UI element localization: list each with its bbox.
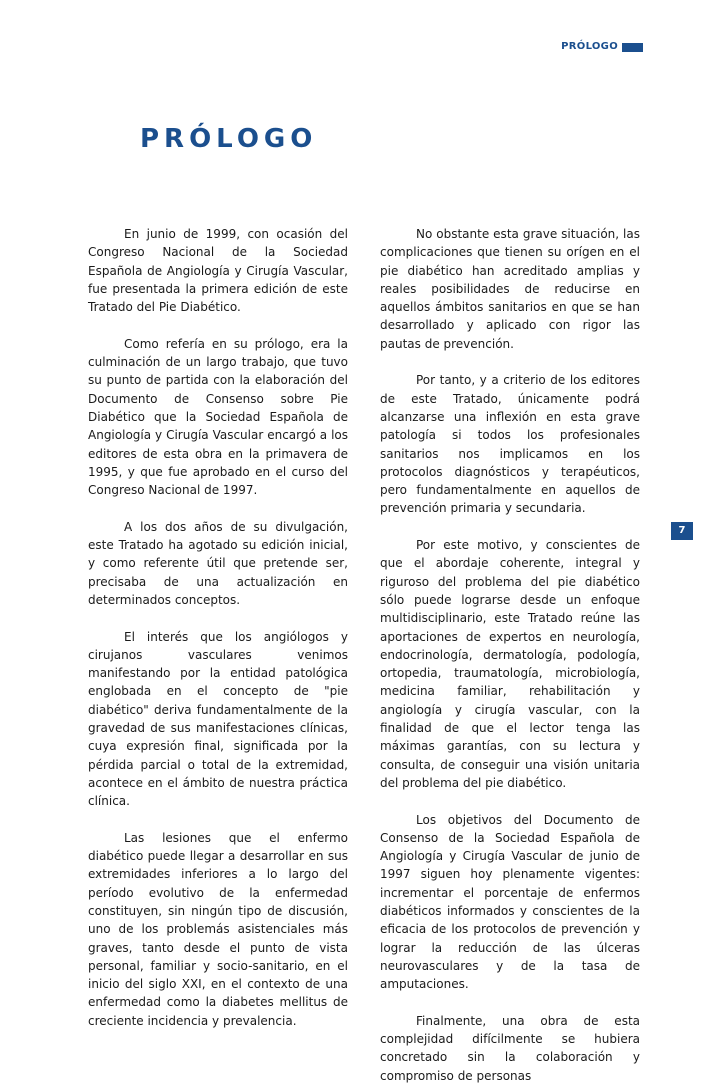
running-header-title: PRÓLOGO (561, 41, 618, 52)
page-number-tab: 7 (671, 522, 693, 540)
paragraph: Las lesiones que el enfermo diabético puede llegar a desarrollar en sus extremidades inferiores a lo largo del período evolutivo de la enfermedad constituyen, sin ningún tipo de discusión, uno de los problemás asistenciales más graves, tanto desde el punto de vista personal, familiar y socio-sanitario, en el inicio del siglo XXI, en el contexto de una enfermedad como la diabetes mellitus de creciente incidencia y prevalencia. (88, 830, 348, 1028)
page-title: PRÓLOGO (140, 124, 318, 155)
paragraph: A los dos años de su divulgación, este Tratado ha agotado su edición inicial, y como referente útil que pretende ser, precisaba de una actualización en determinados conceptos. (88, 519, 348, 607)
left-column (88, 225, 348, 1030)
paragraph: El interés que los angiólogos y cirujanos vasculares venimos manifestando por la entidad patológica englobada en el concepto de "pie diabético" deriva fundamentalmente de la gravedad de sus manifestaciones clínicas, cuya expresión final, significada por la pérdida parcial o total de la extremidad, acontece en el ámbito de nuestra práctica clínica. (88, 629, 348, 809)
running-header (540, 40, 660, 54)
paragraph: Los objetivos del Documento de Consenso de la Sociedad Española de Angiología y Cirugía Vascular de junio de 1997 siguen hoy plenamente vigentes: incrementar el porcentaje de enfermos diabéticos informados y conscientes de la eficacia de los protocolos de prevención y lograr la reducción de las úlceras neurovasculares y de la tasa de amputaciones. (380, 812, 640, 992)
paragraph: Como refería en su prólogo, era la culminación de un largo trabajo, que tuvo su punto de partida con la elaboración del Documento de Consenso sobre Pie Diabético que la Sociedad Española de Angiología y Cirugía Vascular encargó a los editores de esta obra en la primavera de 1995, y que fue aprobado en el curso del Congreso Nacional de 1997. (88, 336, 348, 498)
paragraph: No obstante esta grave situación, las complicaciones que tienen su orígen en el pie diabético han acreditado amplias y reales posibilidades de reducirse en aquellos ámbitos sanitarios en que se han desarrollado y aplicado con rigor las pautas de prevención. (380, 227, 640, 351)
paragraph: Finalmente, una obra de esta complejidad difícilmente se hubiera concretado sin la colaboración y compromiso de personas (380, 1013, 640, 1083)
header-accent-bar (622, 43, 643, 52)
right-column (380, 225, 640, 1085)
paragraph: En junio de 1999, con ocasión del Congreso Nacional de la Sociedad Española de Angiología y Cirugía Vascular, fue presentada la primera edición de este Tratado del Pie Diabético. (88, 227, 348, 315)
paragraph: Por tanto, y a criterio de los editores de este Tratado, únicamente podrá alcanzarse una inflexión en esta grave patología si todos los profesionales sanitarios nos implicamos en los protocolos diagnósticos y terapéuticos, pero fundamentalmente en aquellos de prevención primaria y secundaria. (380, 373, 640, 516)
paragraph: Por este motivo, y conscientes de que el abordaje coherente, integral y riguroso del problema del pie diabético sólo puede lograrse desde un enfoque multidisciplinario, este Tratado reúne las aportaciones de expertos en neurología, endocrinología, dermatología, podología, ortopedia, traumatología, microbiología, medicina familiar, rehabilitación y angiología y cirugía vascular, con la finalidad de que el lector tenga las máximas garantías, con su lectura y consulta, de conseguir una visión unitaria del problema del pie diabético. (380, 538, 640, 790)
